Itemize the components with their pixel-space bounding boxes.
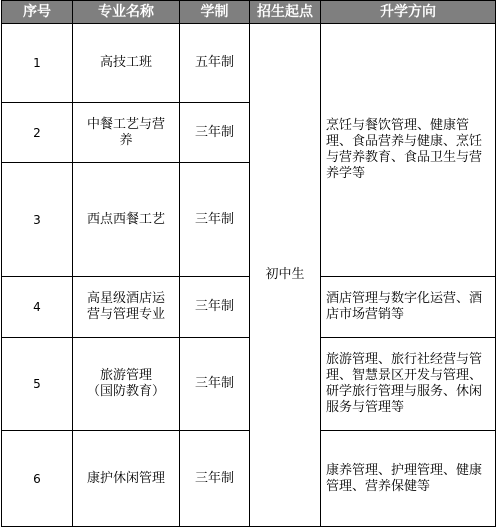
- table-row: [2, 431, 496, 527]
- header-major-name: 专业名称: [73, 1, 180, 24]
- direction-text: 旅游管理、旅行社经营与管理、智慧景区开发与管理、研学旅行管理与服务、休闲服务与管理等: [326, 352, 483, 415]
- row-seq: 3: [2, 163, 73, 277]
- direction-text: 烹饪与餐饮管理、健康管理、食品营养与健康、烹饪与营养教育、食品卫生与营养学等: [326, 118, 483, 181]
- direction-cell-rows-1-3: [321, 24, 496, 277]
- header-start-point: 招生起点: [250, 1, 321, 24]
- direction-text: 康养管理、护理管理、健康管理、营养保健等: [326, 462, 483, 494]
- row-years: 三年制: [180, 163, 250, 277]
- row-seq: 6: [2, 431, 73, 527]
- row-major: 中餐工艺与营养: [73, 103, 180, 163]
- row-seq: 1: [2, 24, 73, 103]
- start-point-cell: 初中生: [250, 24, 321, 527]
- row-years: 五年制: [180, 24, 250, 103]
- row-seq: 4: [2, 277, 73, 338]
- table-row: [2, 338, 496, 431]
- table-row: [2, 277, 496, 338]
- row-major: 康护休闲管理: [73, 431, 180, 527]
- direction-cell-row-6: [321, 431, 496, 527]
- header-seq: 序号: [2, 1, 73, 24]
- row-years: 三年制: [180, 277, 250, 338]
- row-major: 高技工班: [73, 24, 180, 103]
- row-seq: 2: [2, 103, 73, 163]
- row-years: 三年制: [180, 431, 250, 527]
- row-years: 三年制: [180, 338, 250, 431]
- direction-text: 酒店管理与数字化运营、酒店市场营销等: [326, 291, 483, 322]
- header-direction: 升学方向: [321, 1, 496, 24]
- row-seq: 5: [2, 338, 73, 431]
- row-years: 三年制: [180, 103, 250, 163]
- row-major: 高星级酒店运营与管理专业: [73, 277, 180, 338]
- table-header-row: [2, 1, 496, 24]
- majors-table: [1, 0, 496, 527]
- row-major: 西点西餐工艺: [73, 163, 180, 277]
- header-years: 学制: [180, 1, 250, 24]
- table-row: [2, 24, 496, 103]
- direction-cell-row-5: [321, 338, 496, 431]
- row-major: 旅游管理 （国防教育）: [73, 338, 180, 431]
- direction-cell-row-4: [321, 277, 496, 338]
